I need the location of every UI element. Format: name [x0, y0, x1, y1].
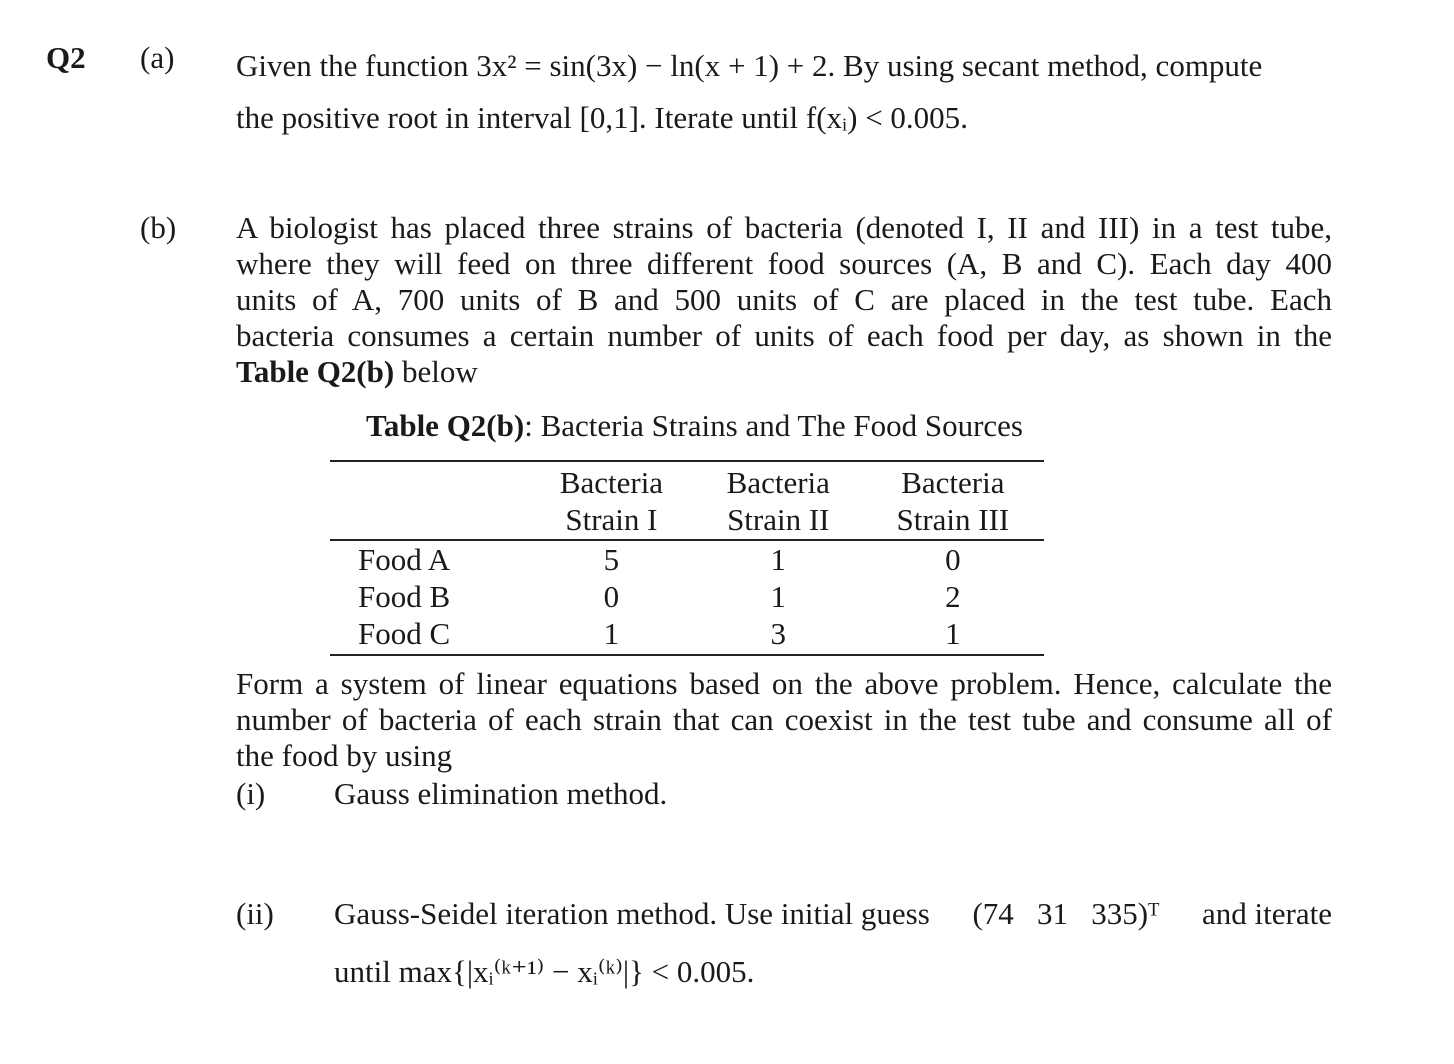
- sub-ii-initial-guess: (74 31 335)ᵀ: [972, 896, 1160, 931]
- part-b-label: (b): [140, 210, 177, 245]
- sub-ii-line-1: [334, 896, 1332, 932]
- table-row: [330, 615, 1044, 655]
- bacteria-food-table: [330, 460, 1044, 656]
- sub-ii-line2-suffix: .: [746, 954, 755, 989]
- part-b-p1-line: A biologist has placed three strains of bacteria (denoted I, II and III) in a test tube,: [236, 210, 1332, 245]
- part-a-intro: Given the function: [236, 48, 469, 83]
- table-col-header: Strain I: [528, 501, 695, 540]
- part-b-paragraph-1: [236, 210, 1332, 390]
- table-reference-rest: below: [394, 354, 478, 389]
- table-col-header: Bacteria: [862, 461, 1044, 501]
- table-cell: 2: [945, 579, 961, 614]
- table-cell: 1: [528, 615, 695, 655]
- part-a-line-2: [236, 92, 1332, 144]
- part-b-paragraph-2: [236, 666, 1332, 774]
- table-col-header: Strain III: [862, 501, 1044, 540]
- part-a-text: [236, 40, 1332, 144]
- table-title-rest: : Bacteria Strains and The Food Sources: [524, 408, 1023, 443]
- table-corner: [330, 501, 528, 540]
- part-b-p2-line: number of bacteria of each strain that can coexist in the test tube and consume all of: [236, 702, 1332, 737]
- table-row-label: Food A: [358, 542, 451, 577]
- table-title-bold: Table Q2(b): [366, 408, 525, 443]
- sub-ii-text-after: and iterate: [1202, 896, 1332, 931]
- sub-ii-line2-prefix: until: [334, 954, 391, 989]
- sub-i-label: (i): [236, 776, 266, 811]
- sub-ii-line-2: [334, 954, 754, 990]
- part-b-p1-last-line: [236, 354, 1332, 390]
- part-a-equation: 3x² = sin(3x) − ln(x + 1) + 2: [476, 48, 828, 83]
- table-cell: 3: [695, 615, 862, 655]
- table-corner: [330, 461, 528, 501]
- table-row: [330, 540, 1044, 578]
- sub-ii-condition: max{|xᵢ⁽ᵏ⁺¹⁾ − xᵢ⁽ᵏ⁾|} < 0.005: [398, 954, 747, 989]
- part-b-p1-line: units of A, 700 units of B and 500 units of C are placed in the test tube. Each: [236, 282, 1332, 317]
- table-header-row: [330, 501, 1044, 540]
- table-cell: 5: [603, 542, 620, 577]
- table-cell: 0: [603, 579, 620, 614]
- table-reference: Table Q2(b): [236, 354, 395, 389]
- table-title: [366, 408, 1023, 444]
- part-a-label: (a): [140, 40, 175, 75]
- table-row: [330, 578, 1044, 615]
- table-col-header: Strain II: [695, 501, 862, 540]
- sub-ii-label: (ii): [236, 896, 274, 931]
- table-header-row: [330, 461, 1044, 501]
- sub-i-text: Gauss elimination method.: [334, 776, 668, 811]
- part-b-p1-line: bacteria consumes a certain number of units of each food per day, as shown in the: [236, 318, 1332, 353]
- table-row-label: Food C: [330, 615, 528, 655]
- part-a-line-1: [236, 40, 1332, 92]
- part-a-line2-prefix: the positive root in interval [0,1]. Iterate until: [236, 100, 799, 135]
- table-cell: 1: [770, 542, 787, 577]
- part-b-p2-line: Form a system of linear equations based on the above problem. Hence, calculate the: [236, 666, 1332, 701]
- table-col-header: Bacteria: [528, 461, 695, 501]
- question-number: Q2: [46, 40, 86, 75]
- sub-ii-text-before: Gauss-Seidel iteration method. Use initial guess: [334, 896, 930, 931]
- part-a-stop-condition: f(xᵢ) < 0.005: [805, 100, 961, 135]
- part-a-line1-tail: . By using secant method, compute: [827, 48, 1263, 83]
- table-row-label: Food B: [358, 579, 451, 614]
- part-b-p1-line: where they will feed on three different food sources (A, B and C). Each day 400: [236, 246, 1332, 281]
- part-a-line2-suffix: .: [960, 100, 968, 135]
- table-cell: 1: [770, 579, 787, 614]
- table-cell: 1: [862, 615, 1044, 655]
- table-cell: 0: [945, 542, 961, 577]
- part-b-p2-line: the food by using: [236, 738, 453, 773]
- table-col-header: Bacteria: [695, 461, 862, 501]
